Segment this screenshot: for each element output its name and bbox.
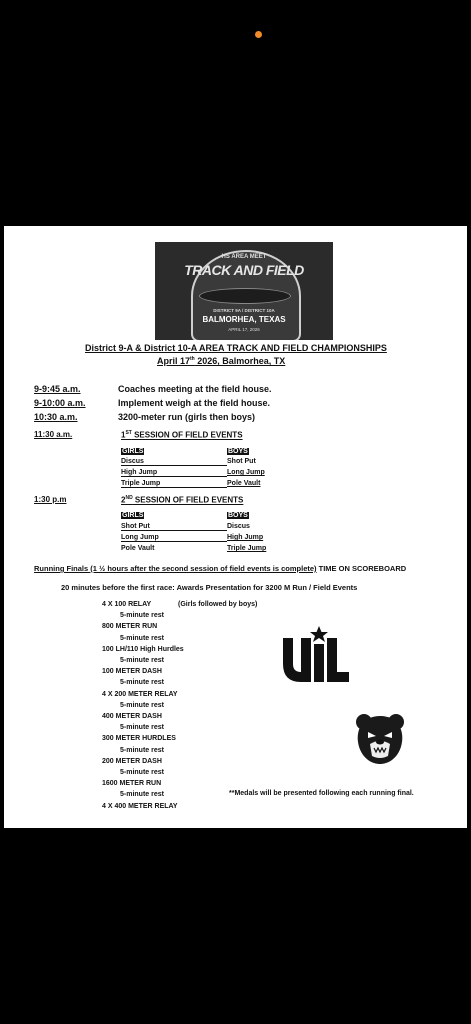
session2-num: 2	[121, 495, 126, 505]
session1-boys-head: BOYS	[228, 448, 248, 455]
finals-note	[34, 564, 406, 573]
session2-time: 1:30 p.m	[34, 495, 67, 504]
rest-interval: 5-minute rest	[120, 657, 164, 664]
running-event: 1600 METER RUN	[102, 780, 162, 788]
rest-interval: 5-minute rest	[120, 791, 164, 799]
session1-num: 1	[121, 430, 126, 440]
uil-logo-icon	[279, 626, 351, 684]
rest-interval: 5-minute rest	[120, 724, 164, 732]
running-event: 100 METER DASH	[102, 668, 162, 676]
bear-nose	[376, 740, 384, 745]
session2-label: SESSION OF FIELD EVENTS	[132, 495, 244, 505]
rest-interval: 5-minute rest	[120, 634, 164, 642]
session2-boys-head: BOYS	[228, 512, 248, 519]
session1-label: SESSION OF FIELD EVENTS	[131, 430, 243, 440]
session1-title	[121, 430, 243, 440]
meet-logo	[155, 242, 333, 340]
rest-interval: 5-minute rest	[120, 701, 164, 709]
running-event: 800 METER RUN	[102, 623, 158, 631]
session2-title	[121, 495, 243, 505]
schedule-event-1: Coaches meeting at the field house.	[118, 384, 272, 394]
running-event: 4 X 200 METER RELAY	[102, 690, 178, 698]
schedule-time-2: 9-10:00 a.m.	[34, 398, 86, 408]
session2-girls-2: Long Jump	[121, 534, 227, 542]
session1-girls-head: GIRLS	[122, 448, 144, 455]
logo-track-field	[199, 288, 291, 304]
session2-girls-head: GIRLS	[122, 512, 144, 519]
session2-boys-2: High Jump	[227, 534, 264, 541]
session1-girls-3: Triple Jump	[121, 480, 227, 488]
logo-line-5: APRIL 17, 2026	[228, 327, 260, 332]
bear-mascot-icon	[352, 710, 408, 766]
session2-boys-3: Triple Jump	[227, 545, 267, 552]
finals-note-tail: TIME ON SCOREBOARD	[316, 564, 407, 573]
session1-boys-1: Shot Put	[227, 458, 256, 465]
uil-u-right	[301, 638, 311, 682]
schedule-event-3: 3200-meter run (girls then boys)	[118, 412, 256, 422]
date-suffix: 2026, Balmorhea, TX	[194, 356, 286, 366]
document-page	[4, 226, 467, 828]
awards-line: 20 minutes before the first race: Awards Presentation for 3200 M Run / Field Events	[61, 583, 358, 592]
medals-note: **Medals will be presented following each running final.	[229, 790, 414, 797]
date-sup: th	[190, 356, 195, 362]
finals-note-underlined: Running Finals (1 ½ hours after the second session of field events is complete)	[34, 564, 317, 573]
running-event: 4 X 400 METER RELAY	[102, 802, 178, 810]
session2-boys-1: Discus	[227, 523, 250, 530]
status-indicator-dot	[255, 31, 262, 38]
schedule-time-3: 10:30 a.m.	[34, 412, 78, 422]
uil-l	[327, 638, 349, 682]
rest-interval: 5-minute rest	[120, 769, 164, 776]
rest-interval: 5-minute rest	[120, 746, 164, 754]
session1-sup: ST	[125, 430, 132, 436]
document-title: District 9-A & District 10-A AREA TRACK AND FIELD CHAMPIONSHIPS	[85, 343, 387, 353]
logo-line-2: TRACK AND FIELD	[184, 262, 304, 278]
session1-girls-1: Discus	[121, 458, 227, 466]
uil-u-left	[283, 638, 301, 682]
logo-line-4: BALMORHEA, TEXAS	[202, 315, 286, 324]
session2-girls-3: Pole Vault	[121, 545, 155, 552]
session2-girls-1: Shot Put	[121, 523, 227, 531]
running-event: 400 METER DASH	[102, 713, 162, 720]
logo-line-3: DISTRICT 9A / DISTRICT 10A	[213, 308, 275, 313]
schedule-time-1: 9-9:45 a.m.	[34, 384, 81, 394]
session1-boys-2: Long Jump	[227, 469, 265, 476]
rest-interval: 5-minute rest	[120, 679, 164, 687]
running-event: 200 METER DASH	[102, 757, 162, 765]
schedule-event-2: Implement weigh at the field house.	[118, 398, 271, 408]
session2-sup: ND	[125, 495, 133, 501]
uil-star	[310, 626, 328, 642]
session1-girls-2: High Jump	[121, 469, 227, 477]
date-prefix: April 17	[157, 356, 191, 366]
running-event: 4 X 100 RELAY	[102, 601, 152, 608]
session1-boys-3: Pole Vault	[227, 480, 261, 487]
running-event: 300 METER HURDLES	[102, 735, 176, 743]
uil-i	[314, 644, 324, 682]
document-date	[157, 356, 285, 366]
running-event: 100 LH/110 High Hurdles	[102, 645, 184, 653]
logo-line-1: HS AREA MEET	[221, 254, 267, 260]
relay-note: (Girls followed by boys)	[178, 601, 258, 608]
session1-time: 11:30 a.m.	[34, 430, 73, 439]
rest-interval: 5-minute rest	[120, 612, 164, 620]
